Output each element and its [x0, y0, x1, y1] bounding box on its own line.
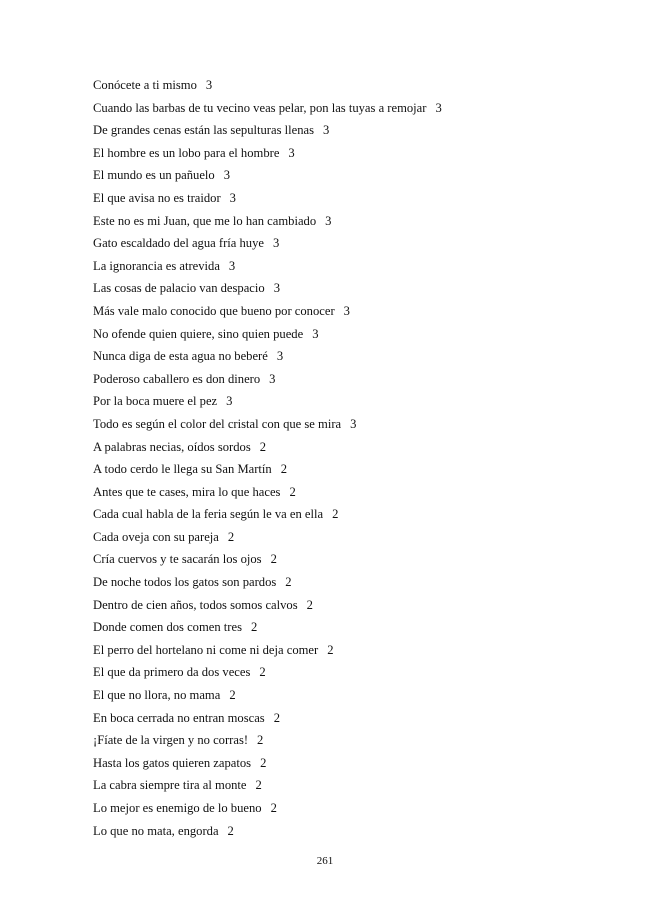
list-item — [93, 301, 442, 324]
proverb-count: 2 — [270, 801, 277, 815]
list-item — [93, 211, 442, 234]
list-item — [93, 256, 442, 279]
proverb-count: 2 — [270, 552, 277, 567]
proverb-count: 3 — [228, 258, 236, 273]
proverb-count: 3 — [435, 100, 442, 115]
proverb-text: El que da primero da dos veces — [93, 665, 251, 680]
proverb-count: 2 — [227, 823, 234, 838]
proverb-text: Dentro de cien años, todos somos calvos — [93, 597, 298, 612]
proverb-text: Por la boca muere el pez — [93, 394, 218, 409]
list-item — [93, 730, 442, 753]
proverb-text: El hombre es un lobo para el hombre — [93, 145, 280, 160]
proverb-text: Lo que no mata, engorda — [93, 823, 219, 838]
list-item — [93, 572, 442, 595]
proverb-count: 3 — [269, 371, 276, 386]
list-item — [93, 391, 442, 414]
proverb-count: 3 — [229, 190, 236, 205]
proverb-text: A palabras necias, oídos sordos — [93, 439, 251, 454]
proverb-count: 3 — [273, 281, 280, 296]
proverb-count: 3 — [205, 78, 213, 92]
proverb-count: 3 — [276, 349, 284, 364]
proverb-text: Gato escaldado del agua fría huye — [93, 236, 264, 251]
proverb-text: La ignorancia es atrevida — [93, 258, 220, 273]
list-item — [93, 143, 442, 166]
proverb-text: El mundo es un pañuelo — [93, 168, 215, 183]
proverb-count: 2 — [285, 575, 292, 590]
proverb-count: 2 — [259, 439, 267, 454]
list-item — [93, 437, 442, 460]
list-item — [93, 369, 442, 392]
proverb-text: De grandes cenas están las sepulturas llenas — [93, 123, 315, 138]
proverb-count: 3 — [343, 303, 350, 318]
list-item — [93, 708, 442, 731]
proverb-count: 2 — [227, 529, 235, 544]
proverb-text: Cada oveja con su pareja — [93, 529, 219, 544]
list-item — [93, 821, 442, 844]
proverb-count: 2 — [327, 642, 334, 657]
proverb-text: Lo mejor es enemigo de lo bueno — [93, 801, 262, 815]
list-item — [93, 798, 442, 821]
proverb-text: Conócete a ti mismo — [93, 78, 197, 92]
list-item — [93, 459, 442, 482]
proverb-count: 2 — [251, 620, 258, 635]
proverb-text: ¡Fíate de la virgen y no corras! — [93, 733, 249, 748]
list-item — [93, 662, 442, 685]
proverb-count: 3 — [325, 213, 332, 228]
list-item — [93, 188, 442, 211]
proverb-text: El que avisa no es traidor — [93, 190, 221, 205]
proverb-text: Cría cuervos y te sacarán los ojos — [93, 552, 262, 567]
proverb-text: Más vale malo conocido que bueno por conocer — [93, 303, 335, 318]
proverb-text: Cada cual habla de la feria según le va en ella — [93, 507, 324, 522]
list-item — [93, 482, 442, 505]
proverb-text: Las cosas de palacio van despacio — [93, 281, 265, 296]
list-item — [93, 640, 442, 663]
proverb-text: Poderoso caballero es don dinero — [93, 371, 261, 386]
proverb-list — [93, 75, 442, 843]
proverb-count: 3 — [312, 326, 319, 341]
proverb-count: 2 — [306, 597, 313, 612]
proverb-count: 2 — [332, 507, 339, 522]
proverb-count: 3 — [223, 168, 231, 183]
list-item — [93, 617, 442, 640]
proverb-count: 3 — [323, 123, 330, 138]
proverb-count: 2 — [280, 462, 288, 477]
list-item — [93, 324, 442, 347]
list-item — [93, 595, 442, 618]
page-number: 261 — [316, 855, 334, 867]
list-item — [93, 753, 442, 776]
proverb-text: Antes que te cases, mira lo que haces — [93, 484, 281, 499]
proverb-count: 2 — [257, 733, 264, 748]
list-item — [93, 775, 442, 798]
list-item — [93, 504, 442, 527]
proverb-text: El perro del hortelano ni come ni deja comer — [93, 642, 319, 657]
proverb-count: 3 — [273, 236, 280, 251]
proverb-text: Nunca diga de esta agua no beberé — [93, 349, 268, 364]
list-item — [93, 685, 442, 708]
proverb-text: En boca cerrada no entran moscas — [93, 710, 265, 725]
list-item — [93, 120, 442, 143]
proverb-count: 2 — [260, 755, 267, 770]
list-item — [93, 98, 442, 121]
proverb-text: Todo es según el color del cristal con que se mira — [93, 416, 342, 431]
proverb-count: 2 — [289, 484, 296, 499]
proverb-text: La cabra siempre tira al monte — [93, 778, 247, 793]
list-item — [93, 233, 442, 256]
proverb-count: 2 — [255, 778, 262, 793]
proverb-text: Cuando las barbas de tu vecino veas pelar, pon las tuyas a remojar — [93, 100, 427, 115]
proverb-text: Este no es mi Juan, que me lo han cambiado — [93, 213, 317, 228]
proverb-count: 3 — [226, 394, 233, 409]
proverb-text: No ofende quien quiere, sino quien puede — [93, 326, 304, 341]
proverb-count: 2 — [229, 688, 236, 703]
list-item — [93, 527, 442, 550]
proverb-text: A todo cerdo le llega su San Martín — [93, 462, 272, 477]
list-item — [93, 346, 442, 369]
proverb-text: De noche todos los gatos son pardos — [93, 575, 277, 590]
list-item — [93, 165, 442, 188]
proverb-count: 2 — [259, 665, 266, 680]
proverb-text: Donde comen dos comen tres — [93, 620, 242, 635]
list-item — [93, 549, 442, 572]
list-item — [93, 278, 442, 301]
list-item — [93, 75, 442, 98]
proverb-text: Hasta los gatos quieren zapatos — [93, 755, 252, 770]
list-item — [93, 414, 442, 437]
proverb-text: El que no llora, no mama — [93, 688, 221, 703]
proverb-count: 3 — [288, 145, 295, 160]
proverb-count: 3 — [350, 416, 357, 431]
proverb-count: 2 — [273, 710, 280, 725]
